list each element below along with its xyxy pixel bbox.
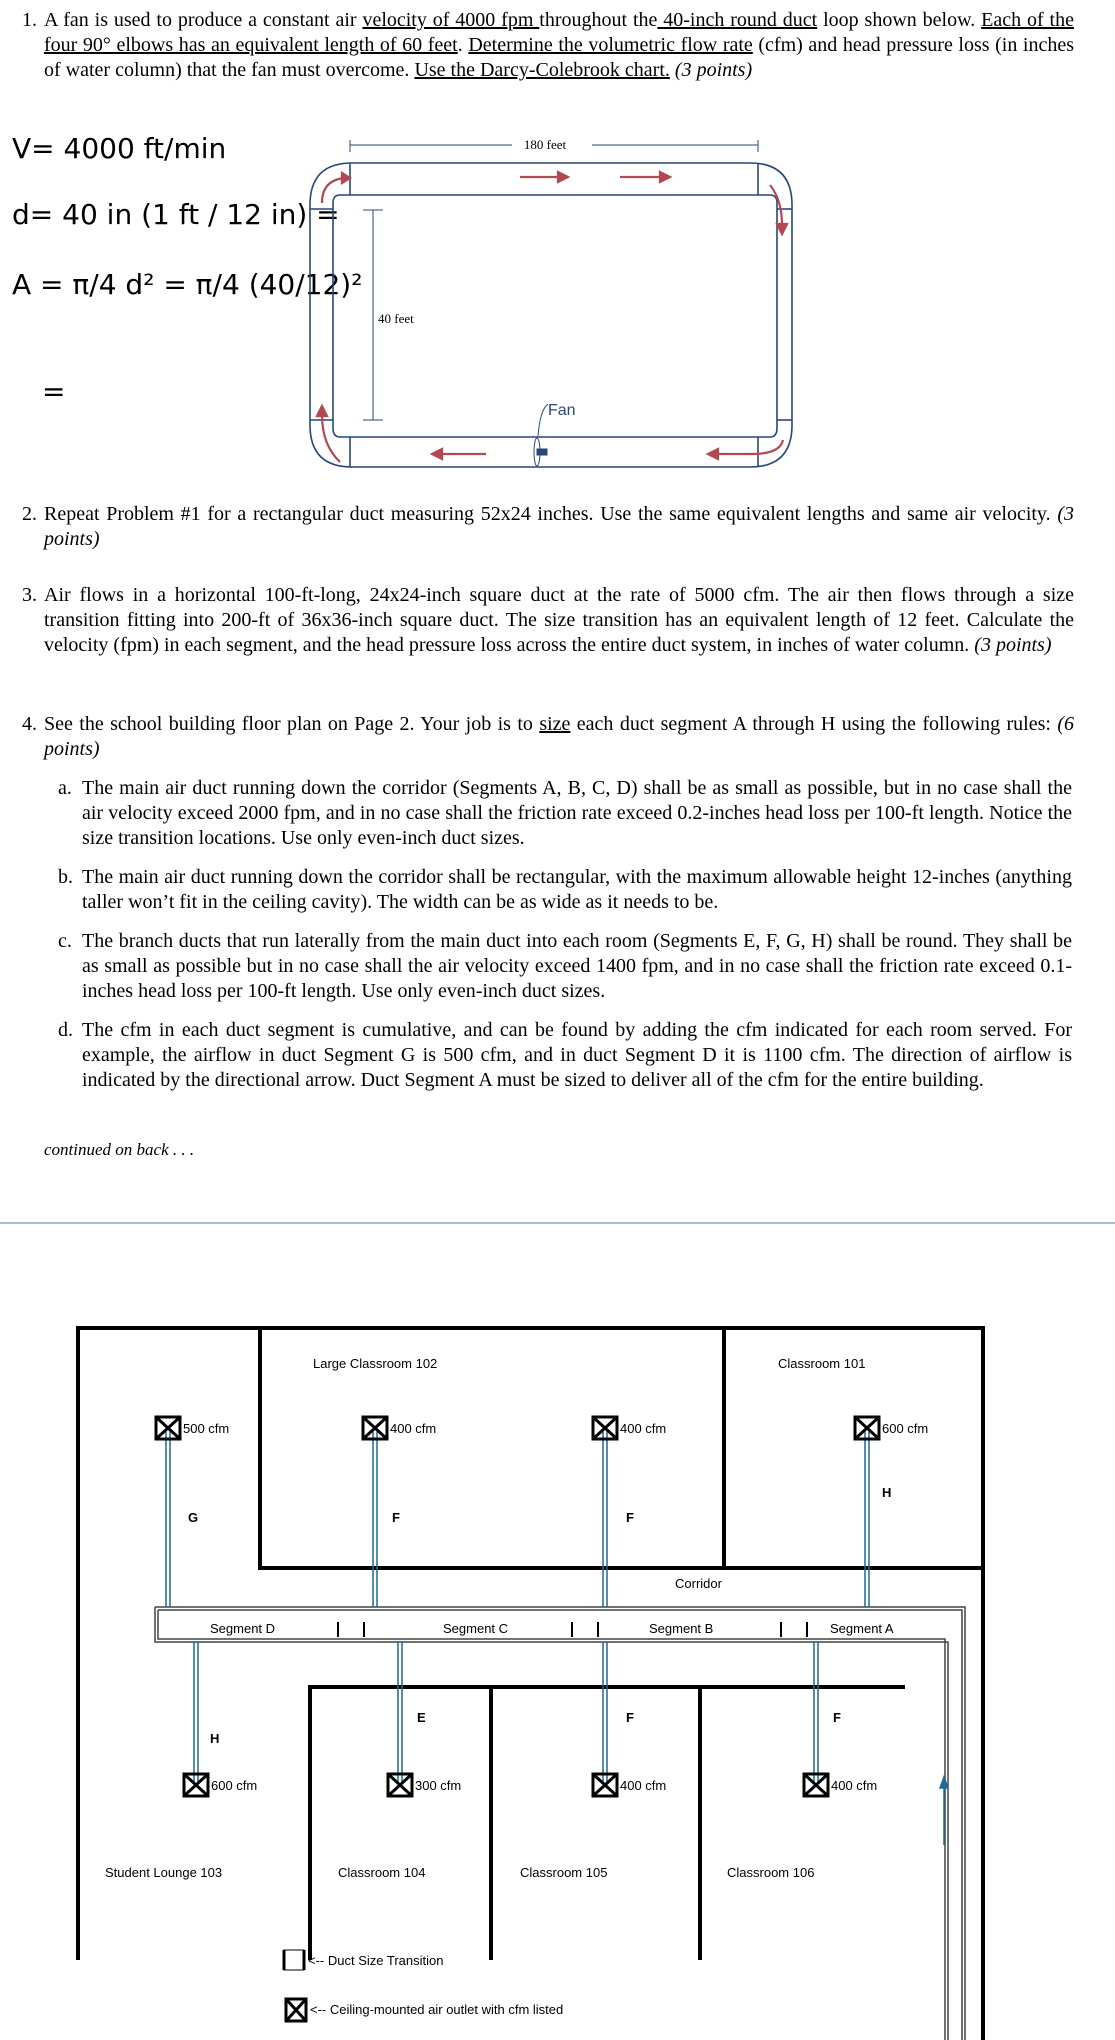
outlet-cfm-label: 500 cfm — [183, 1421, 230, 1436]
rule-a: a. The main air duct running down the corridor (Segments A, B, C, D) shall be as small as possible, but in no case shall the air velocity exceed 2000 fpm, and in no case shall the friction rate exceed 0.2-inches head loss per 100-ft length. Notice the size transition locations. Use only even-inch duct sizes. — [58, 777, 1072, 849]
air-outlet-icon — [388, 1774, 412, 1796]
segment-letter: G — [188, 1510, 199, 1525]
outlet-cfm-label: 600 cfm — [211, 1778, 258, 1793]
page-divider — [0, 1222, 1115, 1224]
floor-plan — [0, 1300, 1115, 2040]
segment-d-label: Segment D — [210, 1621, 276, 1636]
air-outlet-icon — [593, 1417, 617, 1439]
legend-outlet-icon — [286, 1999, 306, 2021]
air-outlet-icon — [156, 1417, 180, 1439]
rule-b: b. The main air duct running down the corridor shall be rectangular, with the maximum allowable height 12-inches (anything taller won’t fit in the ceiling cavity). The width can be as wide as it needs to be. — [58, 866, 1072, 913]
air-outlet-icon — [184, 1774, 208, 1796]
air-outlet-icon — [804, 1774, 828, 1796]
fan-icon — [534, 404, 548, 466]
airflow-arrow-icon — [940, 1777, 948, 1845]
problem-4: 4. See the school building floor plan on Page 2. Your job is to size each duct segment A through H using the following rules: (6 points) — [22, 713, 1075, 760]
room-105-label: Classroom 105 — [520, 1865, 608, 1880]
outlet-cfm-label: 600 cfm — [882, 1421, 929, 1436]
segment-letter: F — [833, 1710, 841, 1725]
outlet-cfm-label: 400 cfm — [831, 1778, 878, 1793]
corridor-label: Corridor — [675, 1576, 722, 1591]
fan-label: Fan — [548, 402, 576, 419]
segment-letter: F — [626, 1510, 634, 1525]
outlet-cfm-label: 300 cfm — [415, 1778, 462, 1793]
segment-letter: E — [417, 1710, 426, 1725]
main-duct — [155, 1607, 965, 2040]
problem-2: 2. Repeat Problem #1 for a rectangular duct measuring 52x24 inches. Use the same equivalent lengths and same air velocity. (3 points) — [22, 503, 1075, 550]
problem-1: 1. A fan is used to produce a constant air velocity of 4000 fpm throughout the 40-inch round duct loop shown below. Each of the four 90° elbows has an equivalent length of 60 feet. Determine the volumetric flow rate (cfm) and head pressure loss (in inches of water column) that the fan must overcome. Use the Darcy-Colebrook chart. (3 points) — [22, 9, 1075, 81]
segment-letter: F — [392, 1510, 400, 1525]
room-104-label: Classroom 104 — [338, 1865, 426, 1880]
segment-letter: H — [882, 1485, 892, 1500]
legend-transition-icon — [284, 1950, 304, 1970]
air-outlet-icon — [855, 1417, 879, 1439]
worksheet-page: 1. A fan is used to produce a constant air velocity of 4000 fpm throughout the 40-inch round duct loop shown below. Each of the four 90° elbows has an equivalent length of 60 feet. Determine the volumetric flow rate (cfm) and head pressure loss (in inches of water column) that the fan must overcome. Use the Darcy-Colebrook chart. (3 points) V= 4000 ft/min d= 40 in (1 ft / 12 in) = A = π/4 d² = π/4 (40/12)² = 180 feet 40 feet Fan 2. Repeat Problem #1 for a rectangular duct measuring 52x24 inches. Use the same equivalent lengths and same air velocity. (3 points) 3. Air flows in a horizontal 100-ft-long, 24x24-inch square duct at the rate of 5000 cfm. The air then flows through a size transition fitting into 200-ft of 36x36-inch square duct. The size transition has an equivalent length of 12 feet. Calculate the velocity (fpm) in each segment, and the head pressure loss across the entire duct system, in inches of water column. (3 points) 4. See the school building floor plan on Page 2. Your job is to size each duct segment A through H using the following rules: (6 points) a. The main air duct running down the corridor (Segments A, B, C, D) shall be as small as possible, but in no case shall the air velocity exceed 2000 fpm, and in no case shall the friction rate exceed 0.2-inches head loss per 100-ft length. Notice the size transition locations. Use only even-inch duct sizes. b. The main air duct running down the corridor shall be rectangular, with the maximum allowable height 12-inches (anything taller won’t fit in the ceiling cavity). The width can be as wide as it needs to be. c. The branch ducts that run laterally from the main duct into each room (Segments E, F, G, H) shall be round. They shall be as small as possible but in no case shall the air velocity exceed 1400 fpm, and in no case shall the friction rate exceed 0.1-inches head loss per 100-ft length. Use only even-inch duct sizes. d. The cfm in each duct segment is cumulative, and can be found by adding the cfm indicated for each room served. For example, the airflow in duct Segment G is 500 cfm, and in duct Segment D it is 1100 cfm. The direction of airflow is indicated by the directional arrow. Duct Segment A must be sized to deliver all of the cfm for the entire building. continued on back . . . 500 cfm G 400 cfm F 400 cfm F 600 cfm H 600 cfm H 300 cfm E 400 cfm F 400 cfm F Large Classroom 102 Classroom 101 Corridor Student Lounge 103 Classroom 104 Classroom 105 Classroom 106 Segment D Segment C Segment B Segment A <-- Duct Size Transition <-- Ceiling-mounted air outlet with cfm listed — [0, 0, 1115, 2040]
legend-outlet-label: <-- Ceiling-mounted air outlet with cfm listed — [310, 2002, 564, 2017]
room-103-label: Student Lounge 103 — [105, 1865, 223, 1880]
outlet-cfm-label: 400 cfm — [620, 1421, 667, 1436]
segment-a-label: Segment A — [830, 1621, 894, 1636]
transition-marks — [338, 1622, 807, 1637]
air-outlet-icon — [363, 1417, 387, 1439]
duct-loop-diagram — [290, 130, 810, 490]
segment-c-label: Segment C — [443, 1621, 509, 1636]
room-101-label: Classroom 101 — [778, 1356, 866, 1371]
continued-note: continued on back . . . — [44, 1140, 195, 1159]
loop-height-label: 40 feet — [378, 311, 414, 326]
loop-width-label: 180 feet — [523, 137, 567, 152]
rule-c: c. The branch ducts that run laterally from the main duct into each room (Segments E, F, G, H) shall be round. They shall be as small as possible but in no case shall the air velocity exceed 1400 fpm, and in no case shall the friction rate exceed 0.1-inches head loss per 100-ft length. Use only even-inch duct sizes. — [58, 930, 1072, 1002]
legend-transition-label: <-- Duct Size Transition — [308, 1953, 444, 1968]
air-outlet-icon — [593, 1774, 617, 1796]
room-102-label: Large Classroom 102 — [313, 1356, 438, 1371]
outlet-cfm-label: 400 cfm — [390, 1421, 437, 1436]
outlet-cfm-label: 400 cfm — [620, 1778, 667, 1793]
room-106-label: Classroom 106 — [727, 1865, 815, 1880]
segment-b-label: Segment B — [649, 1621, 714, 1636]
segment-letter: F — [626, 1710, 634, 1725]
segment-letter: H — [210, 1731, 220, 1746]
rule-d: d. The cfm in each duct segment is cumulative, and can be found by adding the cfm indicated for each room served. For example, the airflow in duct Segment G is 500 cfm, and in duct Segment D it is 1100 cfm. The direction of airflow is indicated by the directional arrow. Duct Segment A must be sized to deliver all of the cfm for the entire building. — [58, 1019, 1072, 1091]
problem-3: 3. Air flows in a horizontal 100-ft-long, 24x24-inch square duct at the rate of 5000 cfm. The air then flows through a size transition fitting into 200-ft of 36x36-inch square duct. The size transition has an equivalent length of 12 feet. Calculate the velocity (fpm) in each segment, and the head pressure loss across the entire duct system, in inches of water column. (3 points) — [22, 584, 1074, 656]
